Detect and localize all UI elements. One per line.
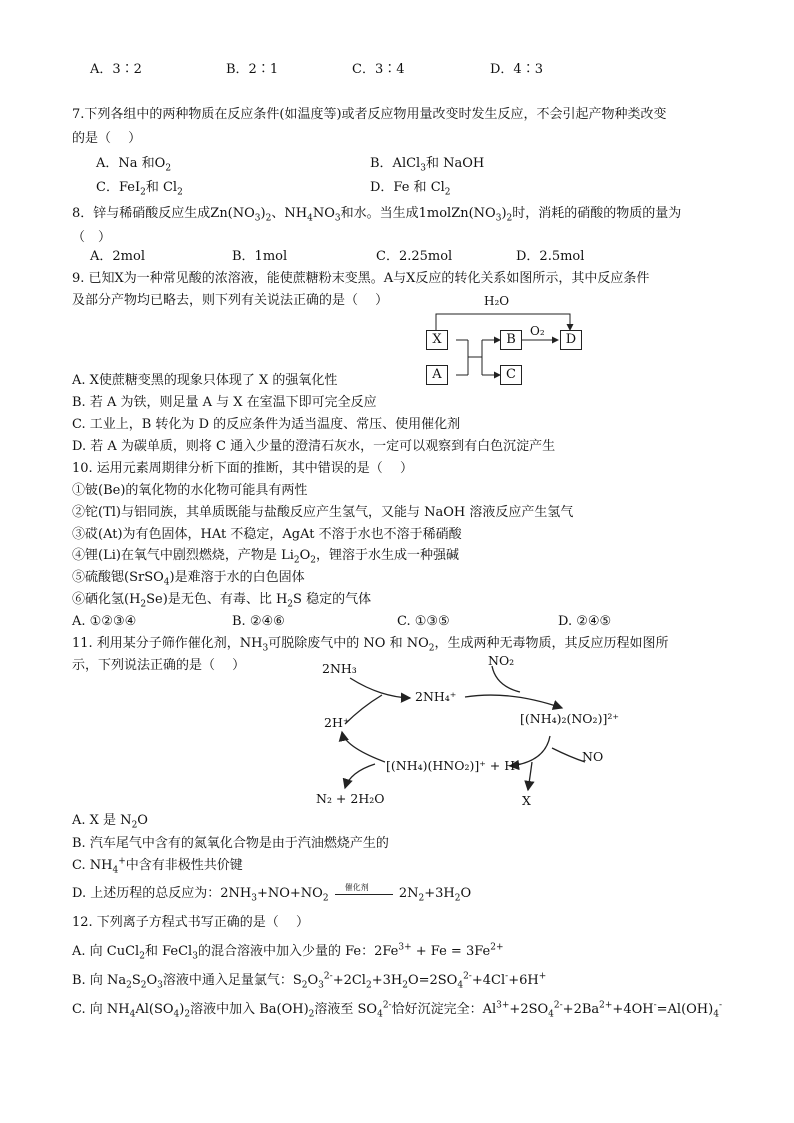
q11-nh4: 2NH₄⁺ xyxy=(415,689,457,704)
q9-option-a: A. X使蔗糖变黑的现象只体现了 X 的强氧化性 xyxy=(72,373,338,388)
q8-option-c: C．2.25mol xyxy=(376,249,453,264)
q9-h2o-label: H₂O xyxy=(484,294,510,308)
q7-option-b: B．AlCl$_3$和 NaOH xyxy=(370,156,485,174)
q11-2h: 2H⁺ xyxy=(324,715,350,730)
q10-stem: 10. 运用元素周期律分析下面的推断，其中错误的是（ ） xyxy=(72,461,413,476)
q10-statement-1: ①铍(Be)的氧化物的水化物可能具有两性 xyxy=(72,483,308,498)
q12-stem: 12. 下列离子方程式书写正确的是（ ） xyxy=(72,915,309,930)
q11-x: X xyxy=(522,793,531,808)
q9-o2-label: O₂ xyxy=(530,324,545,338)
q7-option-c: C．FeI$_2$和 $Cl_2$ xyxy=(96,180,183,198)
q10-statement-3: ③砹(At)为有色固体，HAt 不稳定，AgAt 不溶于水也不溶于稀硝酸 xyxy=(72,527,462,542)
q11-no: NO xyxy=(582,749,604,764)
q11-stem-cont: 示，下列说法正确的是（ ） xyxy=(72,658,246,673)
q11-catalyst-arrow: 催化剂 xyxy=(333,887,395,901)
q7-stem-cont: 的是（ ） xyxy=(72,131,142,146)
q9-stem: 9. 已知X为一种常见酸的浓溶液，能使蔗糖粉末变黑。A与X反应的转化关系如图所示，其中反应条件 xyxy=(72,271,650,286)
q8-option-d: D．2.5mol xyxy=(516,249,585,264)
q11-option-c: C. $NH_4^+$中含有非极性共价键 xyxy=(72,856,243,876)
q10-option-b: B. ②④⑥ xyxy=(232,614,285,629)
q11-option-d: D. 上述历程的总反应为：$2NH_3+NO+NO_2$ 催化剂 $2N_2+3H_2O$ xyxy=(72,882,472,904)
q9-box-d: D xyxy=(560,330,582,350)
q10-statement-2: ②铊(Tl)与铝同族，其单质既能与盐酸反应产生氢气，又能与 NaOH 溶液反应产生氢气 xyxy=(72,505,574,520)
q9-diagram xyxy=(420,290,590,390)
q11-nh3: 2NH₃ xyxy=(322,661,357,676)
q6-option-a: A．3∶2 xyxy=(90,62,142,77)
q9-box-x: X xyxy=(426,330,448,350)
q10-statement-5: ⑤硫酸锶(SrSO$_4$)是难溶于水的白色固体 xyxy=(72,570,305,588)
q10-option-c: C. ①③⑤ xyxy=(397,614,450,629)
q12-option-a: A. 向 CuCl$_2$和 FeCl$_3$的混合溶液中加入少量的 Fe：$2Fe^{3+} + Fe = 3Fe^{2+}$ xyxy=(72,942,504,962)
q9-box-a: A xyxy=(426,365,448,385)
q6-option-d: D．4∶3 xyxy=(490,62,543,77)
q11-complex-2: [(NH₄)(HNO₂)]⁺ + H⁺ xyxy=(386,758,522,773)
q6-option-c: C．3∶4 xyxy=(352,62,405,77)
q8-stem: 8．锌与稀硝酸反应生成$Zn(NO_3)_2$、$NH_4NO_3$和水。当生成$1molZn(NO_3)_2$时，消耗的硝酸的物质的量为 xyxy=(72,206,682,224)
q7-option-a: A．Na 和$O_2$ xyxy=(96,156,172,174)
q11-stem: 11. 利用某分子筛作催化剂，$NH_3$可脱除废气中的 NO 和 $NO_2$，生成两种无毒物质，其反应历程如图所 xyxy=(72,636,669,654)
q11-option-b: B. 汽车尾气中含有的氮氧化合物是由于汽油燃烧产生的 xyxy=(72,836,389,851)
q12-option-c: C. 向 $NH_4Al(SO_4)_2$溶液中加入 $Ba(OH)_2$溶液至 $SO_4^{2-}$恰好沉淀完全：$Al^{3+}+2SO_4^{2-}+2Ba^{2+}+4OH^-=Al(OH)_4^-$ xyxy=(72,1000,722,1020)
q10-statement-6: ⑥硒化氢$(H_2Se)$是无色、有毒、比 $H_2S$ 稳定的气体 xyxy=(72,592,372,610)
q8-stem-cont: （ ） xyxy=(72,230,112,245)
q6-option-b: B．2∶1 xyxy=(226,62,279,77)
q9-box-c: C xyxy=(500,365,522,385)
q10-option-a: A. ①②③④ xyxy=(72,614,137,629)
q10-option-d: D. ②④⑤ xyxy=(558,614,612,629)
q7-option-d: D．Fe 和 $Cl_2$ xyxy=(370,180,451,198)
q9-option-c: C. 工业上，B 转化为 D 的反应条件为适当温度、常压、使用催化剂 xyxy=(72,417,461,432)
q7-stem: 7.下列各组中的两种物质在反应条件(如温度等)或者反应物用量改变时发生反应，不会引起产物种类改变 xyxy=(72,107,667,122)
q11-complex-1: [(NH₄)₂(NO₂)]²⁺ xyxy=(520,711,619,726)
q9-option-d: D. 若 A 为碳单质，则将 C 通入少量的澄清石灰水，一定可以观察到有白色沉淀产生 xyxy=(72,439,556,454)
q8-option-a: A．2mol xyxy=(90,249,145,264)
q11-n2: N₂ + 2H₂O xyxy=(316,791,385,806)
q11-no2: NO₂ xyxy=(488,653,515,668)
q9-stem-cont: 及部分产物均已略去，则下列有关说法正确的是（ ） xyxy=(72,293,389,308)
q9-box-b: B xyxy=(500,330,522,350)
q11-option-a: A. X 是 $N_2O$ xyxy=(72,813,148,831)
q11-diagram xyxy=(300,652,640,812)
q10-statement-4: ④锂(Li)在氧气中剧烈燃烧，产物是 $Li_2O_2$，锂溶于水生成一种强碱 xyxy=(72,548,460,566)
q8-option-b: B．1mol xyxy=(232,249,288,264)
q12-option-b: B. 向 $Na_2S_2O_3$溶液中通入足量氯气：$S_2O_3^{2-}+2Cl_2+3H_2O=2SO_4^{2-}+4Cl^-+6H^+$ xyxy=(72,971,547,991)
q9-option-b: B. 若 A 为铁，则足量 A 与 X 在室温下即可完全反应 xyxy=(72,395,377,410)
